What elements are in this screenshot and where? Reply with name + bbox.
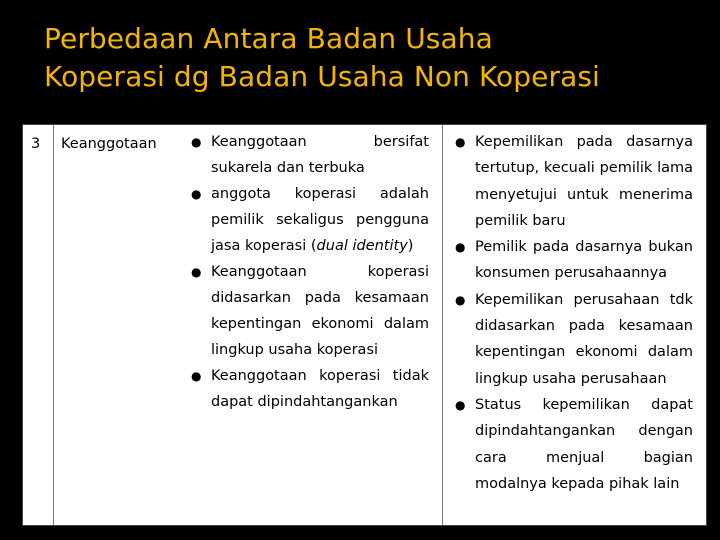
bullet-dot-icon: ●	[191, 187, 202, 201]
item-text: )	[407, 238, 414, 254]
non-koperasi-list	[451, 129, 693, 497]
item-text: Keanggotaan koperasi didasarkan pada kesamaan kepentingan ekonomi dalam lingkup usaha koperasi	[211, 264, 429, 358]
list-item	[451, 392, 693, 497]
list-item	[187, 363, 429, 415]
non-koperasi-column	[451, 129, 693, 525]
bullet-dot-icon: ●	[455, 135, 466, 149]
item-text: Keanggotaan koperasi tidak dapat dipindahtangankan	[211, 368, 429, 410]
bullet-dot-icon: ●	[191, 369, 202, 383]
item-text: Keanggotaan bersifat sukarela dan terbuka	[211, 134, 429, 176]
koperasi-column	[187, 129, 429, 525]
item-text: anggota koperasi adalah pemilik sekaligus pengguna jasa koperasi (	[211, 186, 429, 254]
list-item	[451, 234, 693, 287]
bullet-dot-icon: ●	[455, 397, 466, 412]
bullet-dot-icon: ●	[455, 292, 466, 307]
item-text: Kepemilikan pada dasarnya tertutup, kecuali pemilik lama menyetujui untuk menerima pemilik baru	[475, 134, 693, 229]
column-divider	[53, 125, 54, 525]
slide-title	[44, 20, 704, 96]
bullet-dot-icon: ●	[191, 265, 202, 279]
list-item	[187, 259, 429, 363]
list-item	[451, 129, 693, 234]
item-text: Kepemilikan perusahaan tdk didasarkan pada kesamaan kepentingan ekonomi dalam lingkup usaha perusahaan	[475, 291, 693, 387]
list-item	[187, 181, 429, 259]
item-text: Status kepemilikan dapat dipindahtangankan dengan cara menjual bagian modalnya kepada pihak lain	[475, 396, 693, 492]
column-divider	[442, 125, 443, 525]
koperasi-list	[187, 129, 429, 415]
list-item	[187, 129, 429, 181]
item-text: Pemilik pada dasarnya bukan konsumen perusahaannya	[475, 239, 693, 282]
italic-text: dual identity	[316, 238, 408, 254]
bullet-dot-icon: ●	[455, 240, 466, 255]
row-label: Keanggotaan	[61, 136, 157, 152]
title-line-1: Perbedaan Antara Badan Usaha	[44, 22, 493, 55]
comparison-table	[22, 124, 707, 526]
row-number: 3	[31, 136, 41, 152]
bullet-dot-icon: ●	[191, 135, 202, 149]
title-line-2: Koperasi dg Badan Usaha Non Koperasi	[44, 60, 600, 93]
list-item	[451, 287, 693, 392]
